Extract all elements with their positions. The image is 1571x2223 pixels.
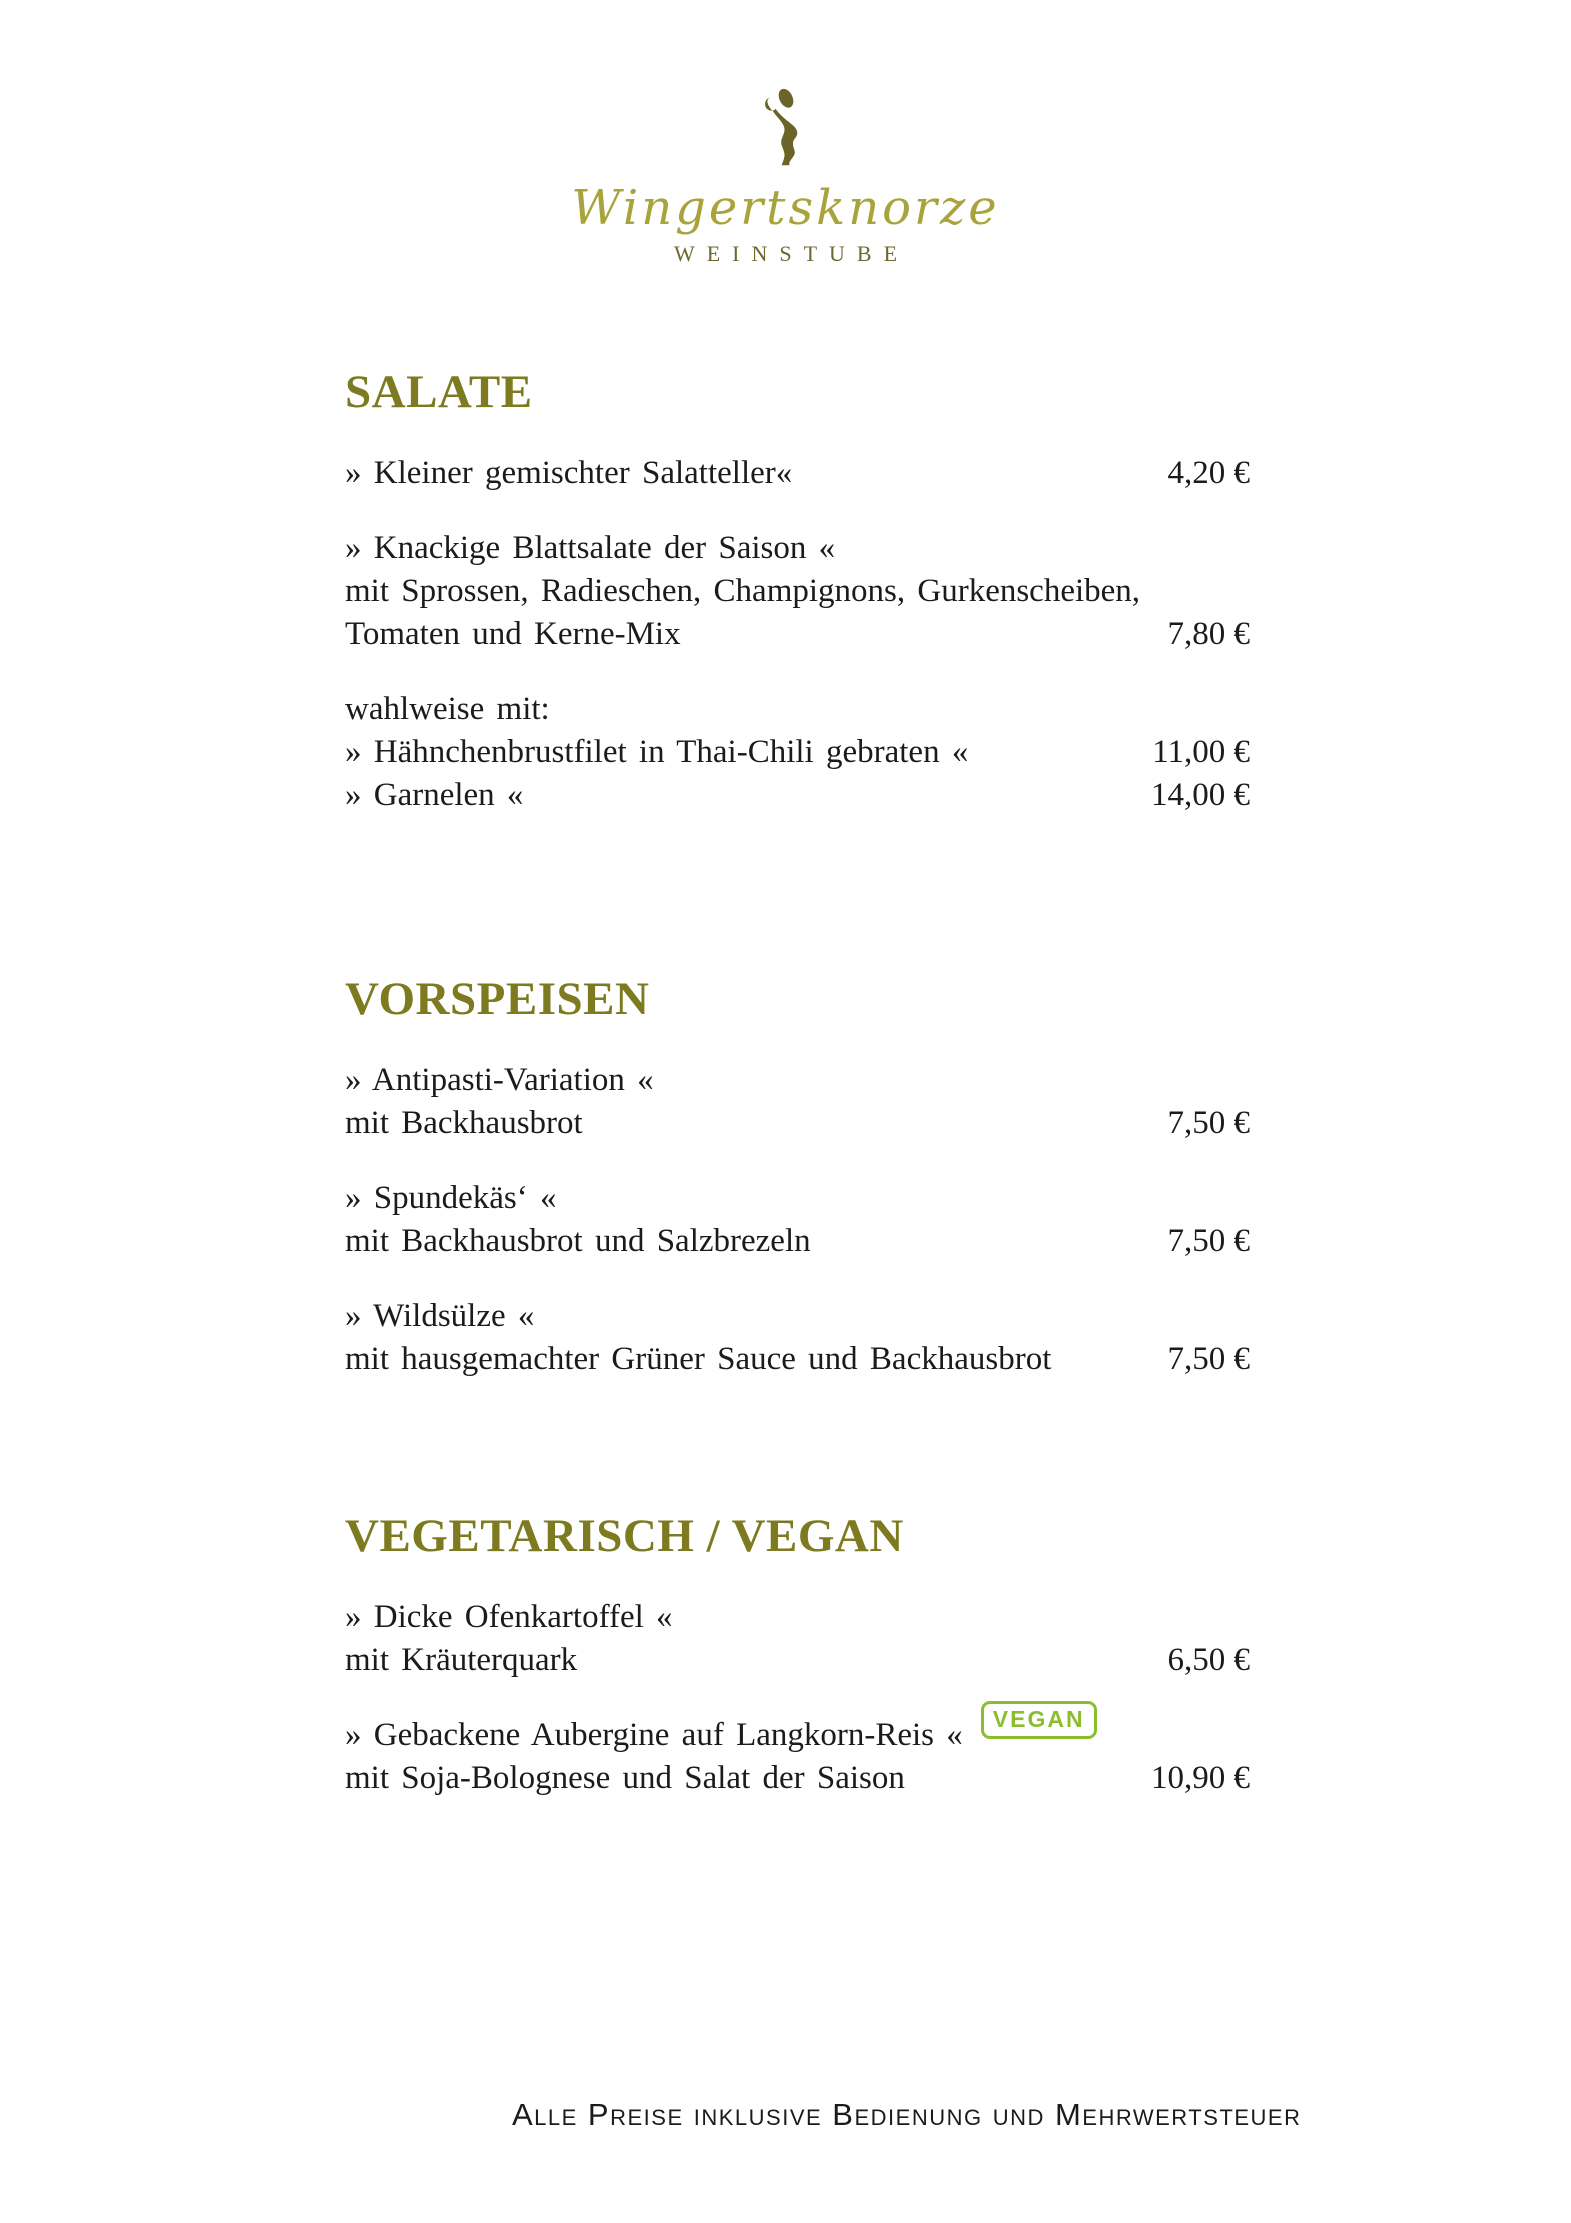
menu-section-vegetarisch-vegan (345, 1512, 1250, 1800)
menu-item (345, 731, 1250, 774)
item-line (345, 774, 1250, 817)
menu-item (345, 688, 1250, 731)
item-text: Tomaten und Kerne-Mix (345, 616, 681, 652)
item-line (345, 1059, 1250, 1102)
section-title: VEGETARISCH / VEGAN (345, 1510, 904, 1562)
item-line (345, 1102, 1250, 1145)
item-line (345, 613, 1250, 656)
item-price: 4,20 € (1167, 455, 1250, 491)
item-line (345, 1639, 1250, 1682)
restaurant-logo (0, 80, 1571, 266)
menu-item (345, 527, 1250, 656)
item-text: » Dicke Ofenkartoffel « (345, 1599, 673, 1635)
item-text: mit Kräuterquark (345, 1642, 578, 1678)
item-price: 7,50 € (1167, 1105, 1250, 1141)
item-text: mit Soja-Bolognese und Salat der Saison (345, 1760, 905, 1796)
item-line (345, 1338, 1250, 1381)
menu-item (345, 774, 1250, 817)
menu-section-vorspeisen (345, 975, 1250, 1381)
menu-sections (345, 368, 1250, 1800)
footer-note: Alle Preise inklusive Bedienung und Mehrwertsteuer (512, 2097, 1302, 2132)
item-text: mit Sprossen, Radieschen, Champignons, Gurkenscheiben, (345, 573, 1141, 609)
item-line (345, 570, 1250, 613)
item-price: 7,80 € (1167, 616, 1250, 652)
item-line (345, 527, 1250, 570)
menu-item (345, 452, 1250, 495)
logo-title: Wingertsknorze (571, 180, 1000, 236)
vegan-badge: VEGAN (981, 1701, 1097, 1739)
item-price: 10,90 € (1151, 1760, 1250, 1796)
item-text: mit hausgemachter Grüner Sauce und Backhausbrot (345, 1341, 1052, 1377)
item-text: mit Backhausbrot (345, 1105, 583, 1141)
item-line (345, 1220, 1250, 1263)
item-price: 14,00 € (1151, 777, 1250, 813)
item-line (345, 688, 1250, 731)
item-text: mit Backhausbrot und Salzbrezeln (345, 1223, 811, 1259)
menu-section-salate (345, 368, 1250, 817)
item-line (345, 731, 1250, 774)
section-title: SALATE (345, 366, 533, 418)
section-title: VORSPEISEN (345, 973, 650, 1025)
vine-figure-icon (0, 80, 1571, 180)
logo-subtitle: WEINSTUBE (673, 241, 910, 266)
menu-item (345, 1059, 1250, 1145)
menu-item (345, 1596, 1250, 1682)
item-text: wahlweise mit: (345, 691, 550, 727)
item-text: » Spundekäs‘ « (345, 1180, 557, 1216)
item-price: 7,50 € (1167, 1223, 1250, 1259)
item-text: » Hähnchenbrustfilet in Thai-Chili gebraten « (345, 734, 969, 770)
item-line (345, 1295, 1250, 1338)
menu-item (345, 1177, 1250, 1263)
item-text: » Gebackene Aubergine auf Langkorn-Reis « (345, 1717, 963, 1753)
item-line (345, 1596, 1250, 1639)
item-line (345, 452, 1250, 495)
item-text: » Garnelen « (345, 777, 524, 813)
item-text: » Antipasti-Variation « (345, 1062, 654, 1098)
item-line (345, 1706, 1250, 1757)
item-line (345, 1177, 1250, 1220)
item-price: 7,50 € (1167, 1341, 1250, 1377)
item-text: » Wildsülze « (345, 1298, 535, 1334)
item-price: 11,00 € (1152, 734, 1250, 770)
menu-item (345, 1706, 1250, 1800)
item-line (345, 1757, 1250, 1800)
item-text: » Kleiner gemischter Salatteller« (345, 455, 793, 491)
menu-item (345, 1295, 1250, 1381)
item-text: » Knackige Blattsalate der Saison « (345, 530, 836, 566)
item-price: 6,50 € (1167, 1642, 1250, 1678)
